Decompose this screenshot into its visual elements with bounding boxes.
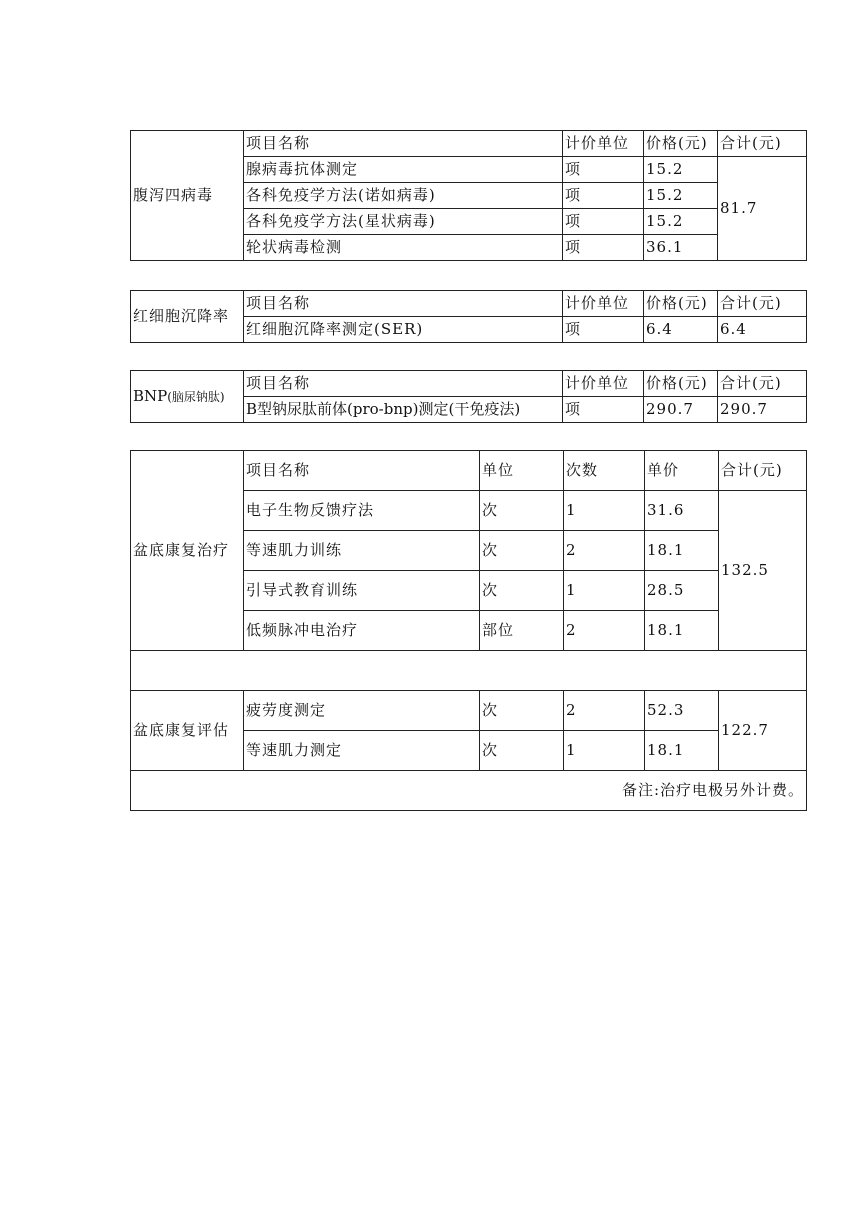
item-unit: 次 xyxy=(480,691,564,731)
total-cell: 6.4 xyxy=(718,317,807,343)
item-unit: 项 xyxy=(563,317,644,343)
header-name: 项目名称 xyxy=(244,451,480,491)
item-price: 15.2 xyxy=(644,209,718,235)
header-unit: 单位 xyxy=(480,451,564,491)
pelvic-rehab-table xyxy=(130,450,807,811)
header-total: 合计(元) xyxy=(718,131,807,157)
category-cell xyxy=(131,371,244,423)
header-unit: 计价单位 xyxy=(563,131,644,157)
item-count: 1 xyxy=(564,731,645,771)
header-price: 单价 xyxy=(645,451,719,491)
item-name: 电子生物反馈疗法 xyxy=(244,491,480,531)
item-price: 290.7 xyxy=(644,397,718,423)
virus-price-table xyxy=(130,130,807,261)
item-price: 18.1 xyxy=(645,731,719,771)
item-price: 18.1 xyxy=(645,531,719,571)
total-cell: 81.7 xyxy=(718,157,807,261)
note-text: 备注:治疗电极另外计费。 xyxy=(131,771,807,811)
item-unit: 次 xyxy=(480,571,564,611)
item-price: 15.2 xyxy=(644,183,718,209)
bnp-price-table xyxy=(130,370,807,423)
item-unit: 项 xyxy=(563,235,644,261)
note-row xyxy=(131,771,807,811)
item-name: 腺病毒抗体测定 xyxy=(244,157,563,183)
table-header-row xyxy=(131,291,807,317)
item-name: 疲劳度测定 xyxy=(244,691,480,731)
item-name: 低频脉冲电治疗 xyxy=(244,611,480,651)
item-price: 18.1 xyxy=(645,611,719,651)
item-price: 28.5 xyxy=(645,571,719,611)
item-unit: 项 xyxy=(563,209,644,235)
item-name: 等速肌力测定 xyxy=(244,731,480,771)
category-cell: 腹泻四病毒 xyxy=(131,131,244,261)
total-cell: 122.7 xyxy=(719,691,807,771)
item-name: 等速肌力训练 xyxy=(244,531,480,571)
total-cell: 290.7 xyxy=(718,397,807,423)
spacer-row xyxy=(131,651,807,691)
table-header-row xyxy=(131,131,807,157)
header-price: 价格(元) xyxy=(644,291,718,317)
category-cell: 盆底康复评估 xyxy=(131,691,244,771)
item-price: 31.6 xyxy=(645,491,719,531)
header-total: 合计(元) xyxy=(719,451,807,491)
item-name: 各科免疫学方法(诺如病毒) xyxy=(244,183,563,209)
header-total: 合计(元) xyxy=(718,291,807,317)
item-price: 52.3 xyxy=(645,691,719,731)
header-price: 价格(元) xyxy=(644,131,718,157)
item-count: 2 xyxy=(564,691,645,731)
table-row xyxy=(131,691,807,731)
header-name: 项目名称 xyxy=(244,131,563,157)
item-count: 1 xyxy=(564,571,645,611)
header-unit: 计价单位 xyxy=(563,291,644,317)
item-unit: 项 xyxy=(563,183,644,209)
item-unit: 项 xyxy=(563,397,644,423)
header-price: 价格(元) xyxy=(644,371,718,397)
category-cell: 盆底康复治疗 xyxy=(131,451,244,651)
item-unit: 次 xyxy=(480,491,564,531)
item-count: 2 xyxy=(564,611,645,651)
item-unit: 次 xyxy=(480,531,564,571)
item-count: 1 xyxy=(564,491,645,531)
category-main: BNP xyxy=(133,387,168,406)
spacer-cell xyxy=(131,651,807,691)
item-name: 各科免疫学方法(星状病毒) xyxy=(244,209,563,235)
category-cell: 红细胞沉降率 xyxy=(131,291,244,343)
item-name: 轮状病毒检测 xyxy=(244,235,563,261)
header-name: 项目名称 xyxy=(244,291,563,317)
item-unit: 项 xyxy=(563,157,644,183)
item-price: 36.1 xyxy=(644,235,718,261)
item-unit: 次 xyxy=(480,731,564,771)
total-cell: 132.5 xyxy=(719,491,807,651)
item-count: 2 xyxy=(564,531,645,571)
item-name: 引导式教育训练 xyxy=(244,571,480,611)
item-name: B型钠尿肽前体(pro-bnp)测定(干免疫法) xyxy=(244,397,563,423)
header-name: 项目名称 xyxy=(244,371,563,397)
category-sub: (脑尿钠肽) xyxy=(167,390,225,405)
esr-price-table xyxy=(130,290,807,343)
item-unit: 部位 xyxy=(480,611,564,651)
header-count: 次数 xyxy=(564,451,645,491)
item-name: 红细胞沉降率测定(SER) xyxy=(244,317,563,343)
header-total: 合计(元) xyxy=(718,371,807,397)
item-price: 6.4 xyxy=(644,317,718,343)
table-header-row xyxy=(131,371,807,397)
table-header-row xyxy=(131,451,807,491)
item-price: 15.2 xyxy=(644,157,718,183)
header-unit: 计价单位 xyxy=(563,371,644,397)
